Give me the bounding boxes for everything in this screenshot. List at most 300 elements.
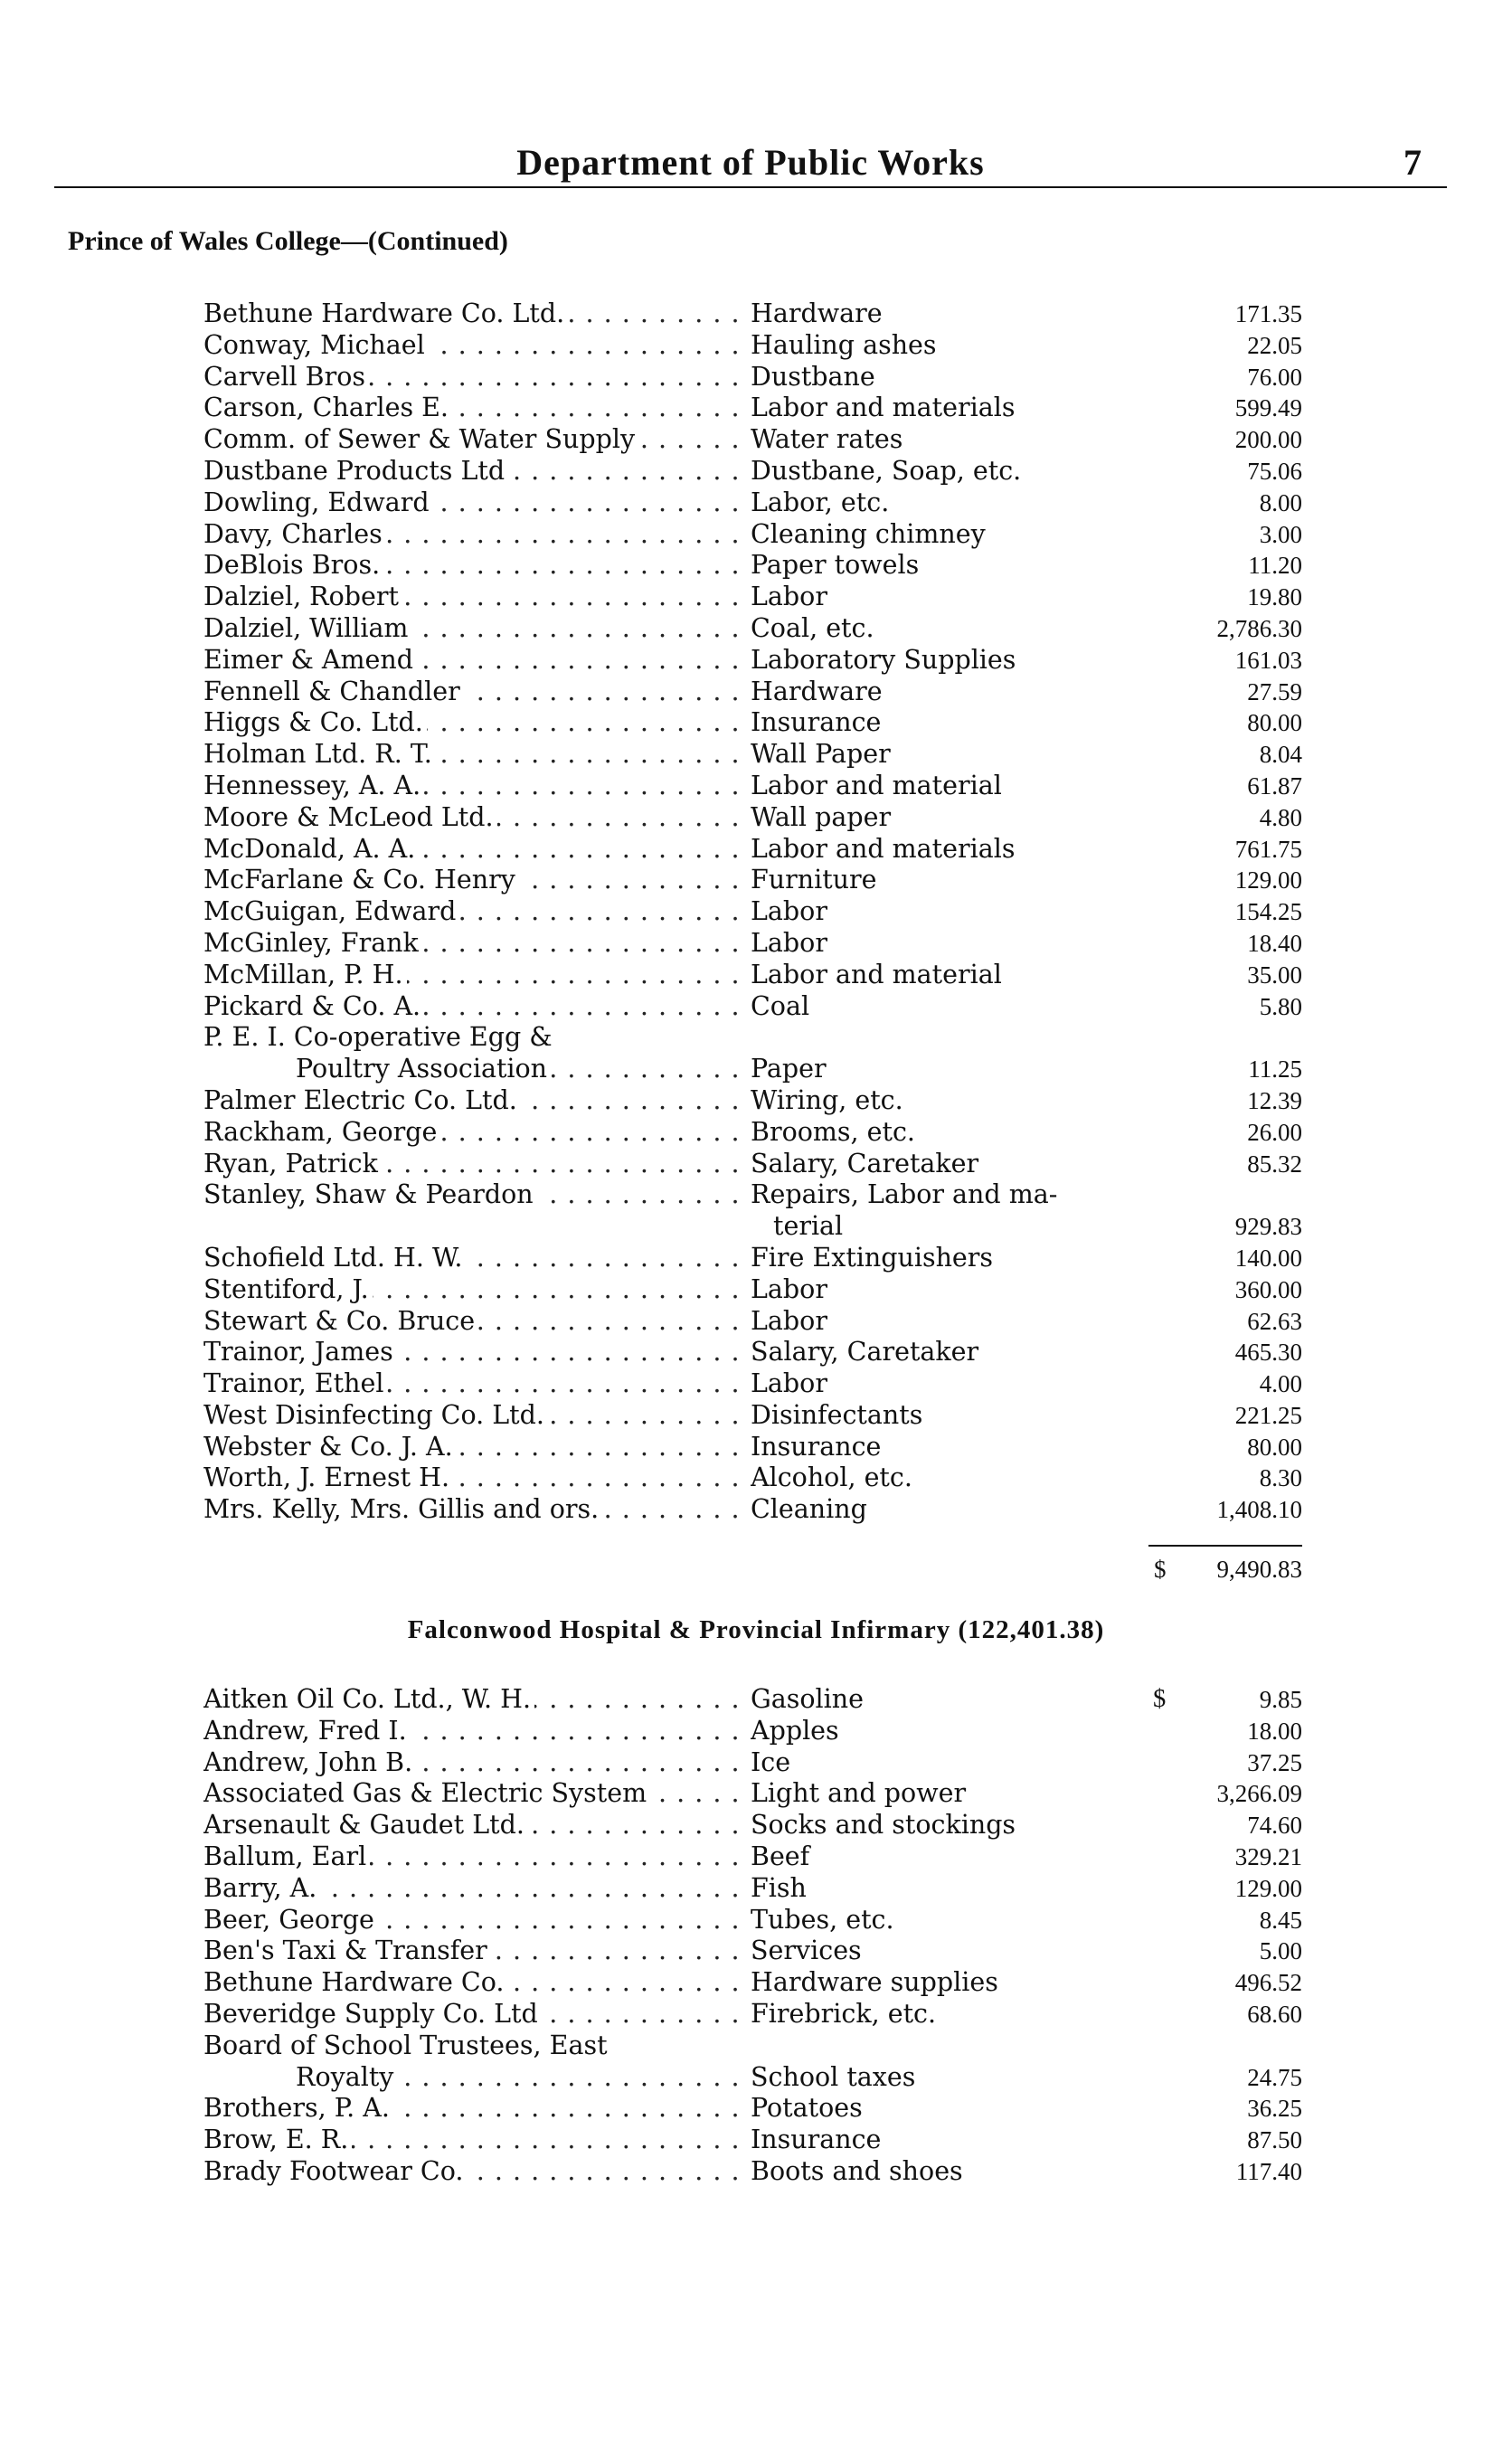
expense-item — [751, 424, 1135, 456]
payee-name-text: Brow, E. R. — [203, 2125, 352, 2154]
payee-name — [203, 550, 742, 582]
expense-item-text: Coal — [751, 991, 813, 1021]
expense-item-text: School taxes — [751, 2062, 919, 2092]
expense-item-text: Hardware — [751, 298, 886, 328]
payee-name-text: McDonald, A. A. — [203, 834, 419, 864]
table-row — [203, 1716, 1302, 1747]
payee-name-text: Beveridge Supply Co. Ltd — [203, 1999, 542, 2029]
expense-item-text: Apples — [751, 1716, 843, 1746]
total-currency: $ — [1154, 1556, 1167, 1583]
expense-item-text: Dustbane — [751, 362, 879, 392]
amount: 80.00 — [1247, 709, 1302, 737]
expense-item-text: Salary, Caretaker — [751, 1337, 982, 1367]
expense-item-text: Hardware — [751, 677, 886, 706]
payee-name — [203, 802, 742, 834]
amount: 8.00 — [1259, 488, 1302, 516]
payee-name — [203, 519, 742, 551]
currency-symbol: $ — [1153, 1685, 1167, 1713]
expense-item-text: Wiring, etc. — [751, 1085, 907, 1115]
table-row — [203, 1967, 1302, 1999]
expense-item — [751, 707, 1135, 739]
expense-item — [751, 393, 1135, 424]
table-row — [203, 1179, 1302, 1211]
payee-name — [203, 1936, 742, 1967]
amount: 154.25 — [1234, 898, 1302, 926]
table-row — [203, 1841, 1302, 1873]
payee-name-text: McMillan, P. H. — [203, 960, 407, 989]
expense-item-text — [751, 1022, 754, 1052]
expense-item — [751, 1149, 1135, 1180]
table-row — [203, 2125, 1302, 2156]
payee-name-text: Royalty — [203, 2062, 397, 2092]
expense-item — [751, 1905, 1135, 1936]
payee-name-text: Stanley, Shaw & Peardon — [203, 1179, 537, 1209]
payee-name — [203, 362, 742, 393]
payee-name-text: Poultry Association — [203, 1054, 551, 1084]
expense-item-text: Paper towels — [751, 550, 922, 580]
table-row — [203, 1054, 1302, 1085]
amount: 75.06 — [1247, 457, 1302, 485]
section-total — [1148, 1556, 1302, 1584]
expense-item-text: Hauling ashes — [751, 330, 940, 360]
payee-name — [203, 330, 742, 362]
expense-item — [751, 991, 1135, 1023]
amount: 9.85 — [1259, 1686, 1302, 1713]
payee-name-text: Trainor, James — [203, 1337, 397, 1367]
payee-name-text: Stewart & Co. Bruce — [203, 1306, 478, 1336]
expense-item — [751, 2125, 1135, 2156]
payee-name-text: Beer, George — [203, 1905, 378, 1935]
amount: 87.50 — [1247, 2126, 1302, 2154]
amount: 140.00 — [1234, 1244, 1302, 1272]
amount: 329.21 — [1234, 1842, 1302, 1870]
payee-name — [203, 1747, 742, 1779]
table-row — [203, 1494, 1302, 1526]
table-row — [203, 739, 1302, 771]
table-row — [203, 613, 1302, 645]
amount: 76.00 — [1247, 363, 1302, 391]
amount: 129.00 — [1234, 1874, 1302, 1902]
expense-item-text: Potatoes — [751, 2093, 866, 2123]
expense-item — [773, 1211, 1158, 1243]
table-row — [203, 802, 1302, 834]
payee-name-text: McGinley, Frank — [203, 928, 422, 958]
payee-name-text: West Disinfecting Co. Ltd. — [203, 1400, 548, 1430]
expense-item-text: Boots and shoes — [751, 2156, 967, 2186]
expense-item — [751, 2156, 1135, 2188]
expense-item — [751, 1117, 1135, 1149]
page-header — [54, 134, 1447, 188]
table-row — [203, 298, 1302, 330]
payee-name-text: Andrew, John B. — [203, 1747, 416, 1777]
payee-name — [203, 1149, 742, 1180]
table-row — [203, 991, 1302, 1023]
expense-item-text: Labor, etc. — [751, 487, 893, 517]
payee-name-text: Aitken Oil Co. Ltd., W. H. — [203, 1684, 534, 1714]
expense-item — [751, 1716, 1135, 1747]
expense-item-text: Insurance — [751, 707, 884, 737]
payee-name-text: Brothers, P. A. — [203, 2093, 393, 2123]
payee-name-text: P. E. I. Co-operative Egg & — [203, 1022, 556, 1052]
payee-name — [203, 1841, 742, 1873]
table-row — [203, 1117, 1302, 1149]
payee-name — [203, 2062, 742, 2094]
table-row — [203, 865, 1302, 896]
amount: 496.52 — [1234, 1969, 1302, 1997]
payee-name — [203, 424, 742, 456]
amount: 68.60 — [1247, 2000, 1302, 2028]
expense-item — [751, 1400, 1135, 1432]
table-row — [203, 1243, 1302, 1274]
table-row — [203, 2156, 1302, 2188]
expense-item-text: Labor — [751, 1274, 831, 1304]
expense-item — [751, 1022, 1135, 1054]
payee-name-text: Carson, Charles E. — [203, 393, 452, 422]
amount: 4.00 — [1259, 1370, 1302, 1398]
payee-name-text: DeBlois Bros. — [203, 550, 383, 580]
expense-item-text: Laboratory Supplies — [751, 645, 1019, 675]
payee-name — [203, 1810, 742, 1841]
payee-name — [203, 2156, 742, 2188]
expense-item-text: Cleaning chimney — [751, 519, 989, 549]
section-heading: Prince of Wales College—(Continued) — [68, 226, 508, 256]
table-row — [203, 1211, 1302, 1243]
expense-item-text: Insurance — [751, 1432, 884, 1462]
expense-item — [751, 613, 1135, 645]
table-row — [203, 1810, 1302, 1841]
table-row — [203, 1905, 1302, 1936]
amount: 19.80 — [1247, 583, 1302, 611]
table-row — [203, 1999, 1302, 2030]
expense-item-text: Insurance — [751, 2125, 884, 2154]
payee-name-text: Ryan, Patrick — [203, 1149, 382, 1178]
payee-name-text: Arsenault & Gaudet Ltd. — [203, 1810, 528, 1840]
table-row — [203, 519, 1302, 551]
expense-item — [751, 519, 1135, 551]
payee-name-text: Worth, J. Ernest H. — [203, 1462, 453, 1492]
total-rule — [1148, 1545, 1302, 1547]
expense-item — [751, 1274, 1135, 1306]
expense-item-text: Light and power — [751, 1778, 969, 1808]
table-row — [203, 550, 1302, 582]
payee-name — [203, 613, 742, 645]
payee-name — [203, 1337, 742, 1368]
payee-name-text: Webster & Co. J. A. — [203, 1432, 457, 1462]
table-row — [203, 1400, 1302, 1432]
table-row — [203, 1432, 1302, 1463]
table-row — [203, 1936, 1302, 1967]
expense-item-text: Water rates — [751, 424, 906, 454]
amount: 2,786.30 — [1216, 614, 1302, 642]
payee-name-text: Davy, Charles — [203, 519, 386, 549]
payee-name-text: Trainor, Ethel — [203, 1368, 387, 1398]
payee-name — [203, 834, 742, 866]
payee-name — [203, 739, 742, 771]
expense-item-text: Beef — [751, 1841, 813, 1871]
payee-name-text: Fennell & Chandler — [203, 677, 464, 706]
expense-item-text: Labor — [751, 582, 831, 611]
table-row — [203, 1462, 1302, 1494]
expense-item-text: Labor and materials — [751, 393, 1018, 422]
amount: 8.45 — [1259, 1906, 1302, 1934]
table-row — [203, 362, 1302, 393]
payee-name — [203, 487, 742, 519]
payee-name — [203, 1022, 742, 1054]
expense-item — [751, 896, 1135, 928]
expense-item — [751, 677, 1135, 708]
expense-item-text: Firebrick, etc. — [751, 1999, 940, 2029]
expense-item — [751, 1306, 1135, 1338]
payee-name-text: Mrs. Kelly, Mrs. Gillis and ors. — [203, 1494, 602, 1524]
payee-name-text: Moore & McLeod Ltd. — [203, 802, 497, 832]
expense-item-text: Hardware supplies — [751, 1967, 1002, 1997]
payee-name — [203, 1494, 742, 1526]
amount: 18.00 — [1247, 1717, 1302, 1745]
expense-item — [751, 1841, 1135, 1873]
expense-item-text: Socks and stockings — [751, 1810, 1019, 1840]
amount: 18.40 — [1247, 929, 1302, 957]
expense-item-text: Labor — [751, 928, 831, 958]
page-title: Department of Public Works — [516, 142, 985, 183]
payee-name — [203, 991, 742, 1023]
expense-item — [751, 2030, 1135, 2062]
payee-name — [203, 456, 742, 487]
expense-item-text: Furniture — [751, 865, 881, 894]
table-row — [203, 928, 1302, 960]
table-row — [203, 1873, 1302, 1905]
amount: 161.03 — [1234, 646, 1302, 674]
payee-name-text: Rackham, George — [203, 1117, 440, 1147]
amount: 11.20 — [1248, 552, 1302, 580]
table-row — [203, 393, 1302, 424]
expenditure-table-college — [203, 298, 1302, 1526]
expense-item-text: Disinfectants — [751, 1400, 926, 1430]
expense-item — [751, 550, 1135, 582]
payee-name-text: Bethune Hardware Co. Ltd. — [203, 298, 568, 328]
payee-name — [203, 1999, 742, 2030]
table-row — [203, 1747, 1302, 1779]
table-row — [203, 834, 1302, 866]
table-row — [203, 771, 1302, 802]
expense-item — [751, 645, 1135, 677]
expense-item — [751, 1462, 1135, 1494]
payee-name — [203, 1179, 742, 1211]
amount: 27.59 — [1247, 677, 1302, 705]
payee-name-text: Hennessey, A. A. — [203, 771, 424, 800]
payee-name — [203, 1873, 742, 1905]
amount: 3,266.09 — [1216, 1780, 1302, 1808]
payee-name — [203, 1306, 742, 1338]
table-row — [203, 456, 1302, 487]
expense-item-text: Wall Paper — [751, 739, 894, 769]
payee-name-text: Stentiford, J. — [203, 1274, 373, 1304]
payee-name — [203, 2030, 742, 2062]
expense-item — [751, 1337, 1135, 1368]
payee-name — [203, 896, 742, 928]
payee-name — [203, 960, 742, 991]
amount: 360.00 — [1234, 1275, 1302, 1303]
expense-item — [751, 928, 1135, 960]
amount: 129.00 — [1234, 866, 1302, 894]
payee-name — [203, 771, 742, 802]
table-row — [203, 1274, 1302, 1306]
amount: 12.39 — [1247, 1086, 1302, 1114]
expense-item-text: Fire Extinguishers — [751, 1243, 997, 1273]
payee-name — [203, 393, 742, 424]
expense-item — [751, 1747, 1135, 1779]
amount: 35.00 — [1247, 961, 1302, 989]
expense-item-text: Cleaning — [751, 1494, 871, 1524]
amount: 5.00 — [1259, 1937, 1302, 1965]
expense-item — [751, 1873, 1135, 1905]
expense-item — [751, 2062, 1135, 2094]
expense-item — [751, 771, 1135, 802]
amount: 74.60 — [1247, 1812, 1302, 1840]
expense-item — [751, 960, 1135, 991]
amount: 62.63 — [1247, 1307, 1302, 1335]
payee-name-text: Conway, Michael — [203, 330, 429, 360]
payee-name — [203, 928, 742, 960]
expense-item — [751, 330, 1135, 362]
payee-name — [203, 1368, 742, 1400]
payee-name-text: Ben's Taxi & Transfer — [203, 1936, 491, 1965]
amount: 221.25 — [1234, 1401, 1302, 1429]
expense-item-text: Dustbane, Soap, etc. — [751, 456, 1025, 486]
payee-name-text: Andrew, Fred I. — [203, 1716, 411, 1746]
payee-name — [203, 1400, 742, 1432]
payee-name-text: Higgs & Co. Ltd. — [203, 707, 427, 737]
expense-item — [751, 1778, 1135, 1810]
amount: 22.05 — [1247, 331, 1302, 359]
table-row — [203, 1337, 1302, 1368]
table-row — [203, 1684, 1302, 1716]
amount: 929.83 — [1234, 1213, 1302, 1241]
payee-name — [203, 298, 742, 330]
amount: 4.80 — [1259, 803, 1302, 831]
table-row — [203, 424, 1302, 456]
payee-name-text: Dustbane Products Ltd — [203, 456, 508, 486]
payee-name — [203, 2125, 742, 2156]
table-row — [203, 645, 1302, 677]
expense-item-text: Fish — [751, 1873, 810, 1903]
header-rule — [54, 186, 1447, 188]
payee-name-text: Holman Ltd. R. T. — [203, 739, 436, 769]
payee-name — [203, 1432, 742, 1463]
payee-name-text: Schofield Ltd. H. W. — [203, 1243, 466, 1273]
payee-name-text: Comm. of Sewer & Water Supply — [203, 424, 638, 454]
amount: 11.25 — [1248, 1055, 1302, 1084]
total-amount: 9,490.83 — [1216, 1556, 1302, 1583]
expense-item-text: Coal, etc. — [751, 613, 878, 643]
expense-item — [751, 456, 1135, 487]
payee-name — [203, 707, 742, 739]
payee-name-text: Palmer Electric Co. Ltd. — [203, 1085, 521, 1115]
amount: 24.75 — [1247, 2063, 1302, 2091]
payee-name — [203, 1462, 742, 1494]
expense-item — [751, 1085, 1135, 1117]
table-row — [203, 582, 1302, 613]
subsection-heading: Falconwood Hospital & Provincial Infirmary (122,401.38) — [407, 1615, 1105, 1644]
expense-item — [751, 1243, 1135, 1274]
expense-item — [751, 1432, 1135, 1463]
payee-name — [203, 645, 742, 677]
expense-item — [751, 1967, 1135, 1999]
amount: 37.25 — [1247, 1748, 1302, 1776]
expense-item-text: Salary, Caretaker — [751, 1149, 982, 1178]
amount: 200.00 — [1234, 426, 1302, 454]
amount: 761.75 — [1234, 835, 1302, 863]
payee-name — [203, 1778, 742, 1810]
page-number: 7 — [1403, 142, 1422, 183]
payee-name-text: Brady Footwear Co. — [203, 2156, 467, 2186]
payee-name — [203, 677, 742, 708]
payee-name-text: Carvell Bros — [203, 362, 369, 392]
table-row — [203, 1022, 1302, 1054]
expense-item-text: Alcohol, etc. — [751, 1462, 916, 1492]
payee-name-text: Associated Gas & Electric System — [203, 1778, 650, 1808]
table-row — [203, 960, 1302, 991]
expense-item — [751, 739, 1135, 771]
table-row — [203, 1149, 1302, 1180]
payee-name — [203, 1716, 742, 1747]
table-row — [203, 2062, 1302, 2094]
payee-name-text: McFarlane & Co. Henry — [203, 865, 519, 894]
expense-item-text: Wall paper — [751, 802, 894, 832]
payee-name — [203, 1085, 742, 1117]
amount: 8.30 — [1259, 1464, 1302, 1492]
expense-item-text: Gasoline — [751, 1684, 867, 1714]
payee-name — [203, 865, 742, 896]
amount: 61.87 — [1247, 771, 1302, 800]
amount: 117.40 — [1235, 2157, 1302, 2185]
amount: 465.30 — [1234, 1339, 1302, 1367]
amount: 5.80 — [1259, 992, 1302, 1020]
expense-item-text: Labor — [751, 896, 831, 926]
payee-name-text: Eimer & Amend — [203, 645, 417, 675]
expense-item — [751, 487, 1135, 519]
payee-name-text: Pickard & Co. A. — [203, 991, 424, 1021]
expense-item — [751, 834, 1135, 866]
expense-item-text: Services — [751, 1936, 865, 1965]
table-row — [203, 330, 1302, 362]
expense-item — [751, 1054, 1135, 1085]
amount: 26.00 — [1247, 1118, 1302, 1146]
table-row — [203, 1778, 1302, 1810]
expense-item-text: Labor — [751, 1368, 831, 1398]
amount: 3.00 — [1259, 520, 1302, 548]
payee-name-text: Barry, A. — [203, 1873, 320, 1903]
expense-item — [751, 1810, 1135, 1841]
amount: 8.04 — [1259, 741, 1302, 769]
payee-name — [203, 582, 742, 613]
expense-item-text — [751, 2030, 754, 2060]
expense-item-text: Brooms, etc. — [751, 1117, 919, 1147]
payee-name-text: Dalziel, Robert — [203, 582, 402, 611]
expense-item — [751, 298, 1135, 330]
expense-item — [751, 865, 1135, 896]
payee-name — [203, 1274, 742, 1306]
amount: 1,408.10 — [1216, 1496, 1302, 1524]
table-row — [203, 1085, 1302, 1117]
table-row — [203, 707, 1302, 739]
expense-item — [751, 1999, 1135, 2030]
payee-name — [203, 1054, 742, 1085]
expense-item — [751, 1179, 1135, 1211]
payee-name — [203, 1905, 742, 1936]
expense-item — [751, 1684, 1135, 1716]
expense-item-text: Labor and materials — [751, 834, 1018, 864]
payee-name — [203, 1211, 742, 1243]
